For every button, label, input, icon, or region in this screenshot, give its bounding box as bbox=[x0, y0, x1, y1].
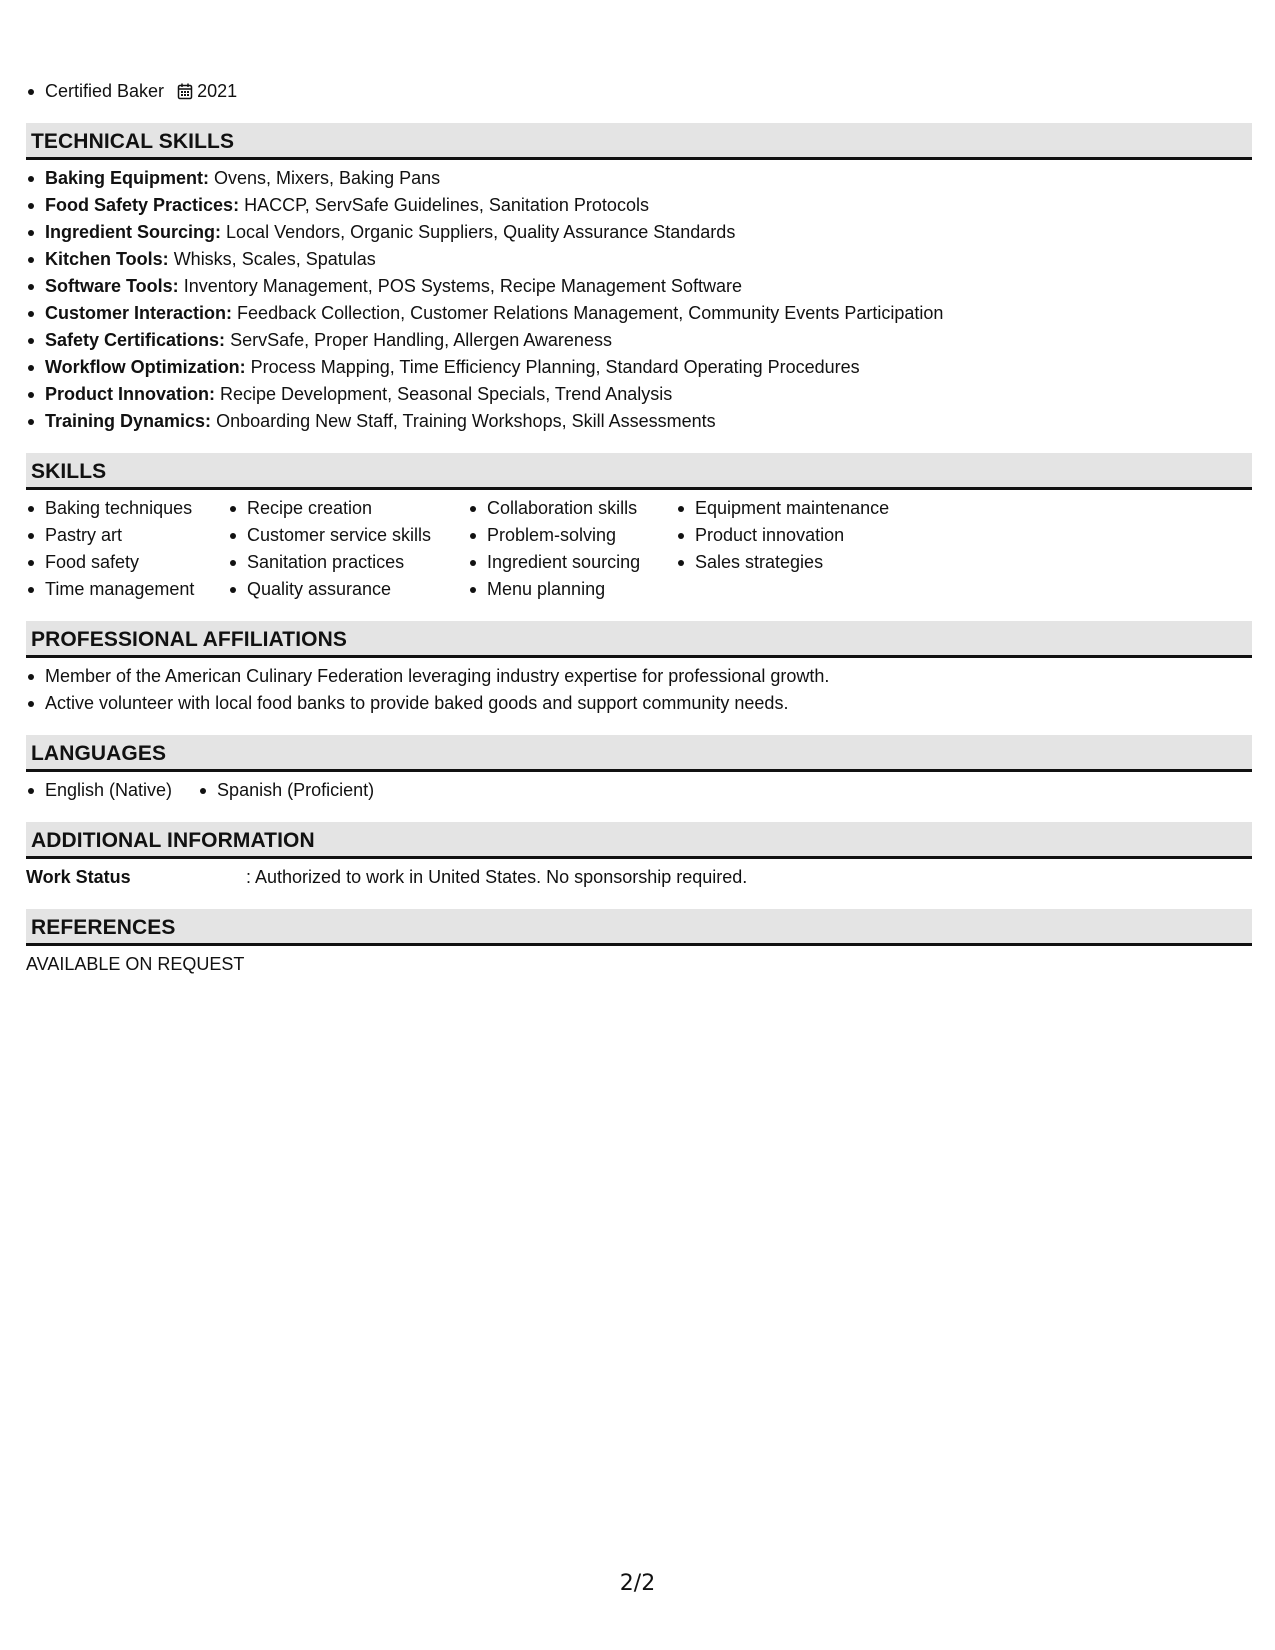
certification-year: 2021 bbox=[197, 81, 238, 101]
skill-item: Food safety bbox=[26, 549, 224, 576]
certification-item bbox=[26, 78, 1252, 105]
technical-skill-label: Safety Certifications: bbox=[45, 330, 226, 350]
technical-skills-heading: TECHNICAL SKILLS bbox=[26, 123, 1252, 160]
technical-skills-list bbox=[26, 165, 1252, 435]
technical-skill-value: Ovens, Mixers, Baking Pans bbox=[214, 168, 441, 188]
certification-list bbox=[26, 78, 1252, 105]
certification-date bbox=[177, 78, 237, 105]
references-text: AVAILABLE ON REQUEST bbox=[26, 954, 245, 974]
technical-skill-value: Process Mapping, Time Efficiency Planning, Standard Operating Procedures bbox=[250, 357, 860, 377]
skill-item: Pastry art bbox=[26, 522, 224, 549]
affiliation-item: Member of the American Culinary Federation leveraging industry expertise for professional growth. bbox=[26, 663, 1252, 690]
references-heading: REFERENCES bbox=[26, 909, 1252, 946]
skill-item: Quality assurance bbox=[228, 576, 464, 603]
technical-skill-item bbox=[26, 300, 1252, 327]
additional-info-heading: ADDITIONAL INFORMATION bbox=[26, 822, 1252, 859]
skill-item: Ingredient sourcing bbox=[468, 549, 672, 576]
technical-skill-label: Training Dynamics: bbox=[45, 411, 212, 431]
technical-skill-value: Feedback Collection, Customer Relations Management, Community Events Participation bbox=[237, 303, 944, 323]
work-status-label: Work Status bbox=[26, 867, 131, 887]
technical-skill-item bbox=[26, 246, 1252, 273]
technical-skill-item bbox=[26, 219, 1252, 246]
technical-skill-label: Kitchen Tools: bbox=[45, 249, 169, 269]
technical-skill-label: Ingredient Sourcing: bbox=[45, 222, 222, 242]
skill-item: Equipment maintenance bbox=[676, 495, 889, 522]
technical-skill-label: Customer Interaction: bbox=[45, 303, 233, 323]
affiliations-heading: PROFESSIONAL AFFILIATIONS bbox=[26, 621, 1252, 658]
technical-skill-item bbox=[26, 408, 1252, 435]
technical-skill-label: Food Safety Practices: bbox=[45, 195, 240, 215]
certification-name: Certified Baker bbox=[45, 81, 165, 101]
technical-skill-label: Product Innovation: bbox=[45, 384, 215, 404]
resume-page bbox=[26, 78, 1252, 978]
skill-item: Problem-solving bbox=[468, 522, 672, 549]
skill-item: Sanitation practices bbox=[228, 549, 464, 576]
technical-skill-item bbox=[26, 381, 1252, 408]
skills-column bbox=[26, 495, 228, 603]
skill-item: Recipe creation bbox=[228, 495, 464, 522]
technical-skill-item bbox=[26, 354, 1252, 381]
skill-item: Sales strategies bbox=[676, 549, 889, 576]
technical-skill-value: HACCP, ServSafe Guidelines, Sanitation Protocols bbox=[244, 195, 649, 215]
technical-skill-item bbox=[26, 192, 1252, 219]
skills-heading: SKILLS bbox=[26, 453, 1252, 490]
language-item: Spanish (Proficient) bbox=[198, 777, 374, 804]
skill-item: Baking techniques bbox=[26, 495, 224, 522]
technical-skill-item bbox=[26, 165, 1252, 192]
languages-heading: LANGUAGES bbox=[26, 735, 1252, 772]
technical-skill-value: Recipe Development, Seasonal Specials, Trend Analysis bbox=[220, 384, 673, 404]
technical-skill-label: Baking Equipment: bbox=[45, 168, 210, 188]
technical-skill-value: Whisks, Scales, Spatulas bbox=[173, 249, 376, 269]
technical-skill-label: Software Tools: bbox=[45, 276, 179, 296]
technical-skill-value: Inventory Management, POS Systems, Recipe Management Software bbox=[183, 276, 742, 296]
skills-column bbox=[468, 495, 676, 603]
affiliations-list bbox=[26, 663, 1252, 717]
affiliation-item: Active volunteer with local food banks to provide baked goods and support community needs. bbox=[26, 690, 1252, 717]
skills-column bbox=[676, 495, 893, 603]
skill-item: Time management bbox=[26, 576, 224, 603]
page-number: 2/2 bbox=[619, 1571, 656, 1596]
skill-item: Collaboration skills bbox=[468, 495, 672, 522]
skill-item: Customer service skills bbox=[228, 522, 464, 549]
work-status-row bbox=[26, 864, 1252, 891]
skills-column bbox=[228, 495, 468, 603]
work-status-value: : Authorized to work in United States. No sponsorship required. bbox=[246, 867, 748, 887]
calendar-icon bbox=[177, 83, 193, 100]
technical-skill-value: ServSafe, Proper Handling, Allergen Awareness bbox=[230, 330, 612, 350]
technical-skill-item bbox=[26, 327, 1252, 354]
skill-item: Product innovation bbox=[676, 522, 889, 549]
language-item: English (Native) bbox=[26, 777, 172, 804]
skills-grid bbox=[26, 495, 1252, 603]
skill-item: Menu planning bbox=[468, 576, 672, 603]
technical-skill-label: Workflow Optimization: bbox=[45, 357, 246, 377]
technical-skill-item bbox=[26, 273, 1252, 300]
technical-skill-value: Onboarding New Staff, Training Workshops, Skill Assessments bbox=[216, 411, 716, 431]
technical-skill-value: Local Vendors, Organic Suppliers, Quality Assurance Standards bbox=[226, 222, 736, 242]
languages-list bbox=[26, 777, 1252, 804]
